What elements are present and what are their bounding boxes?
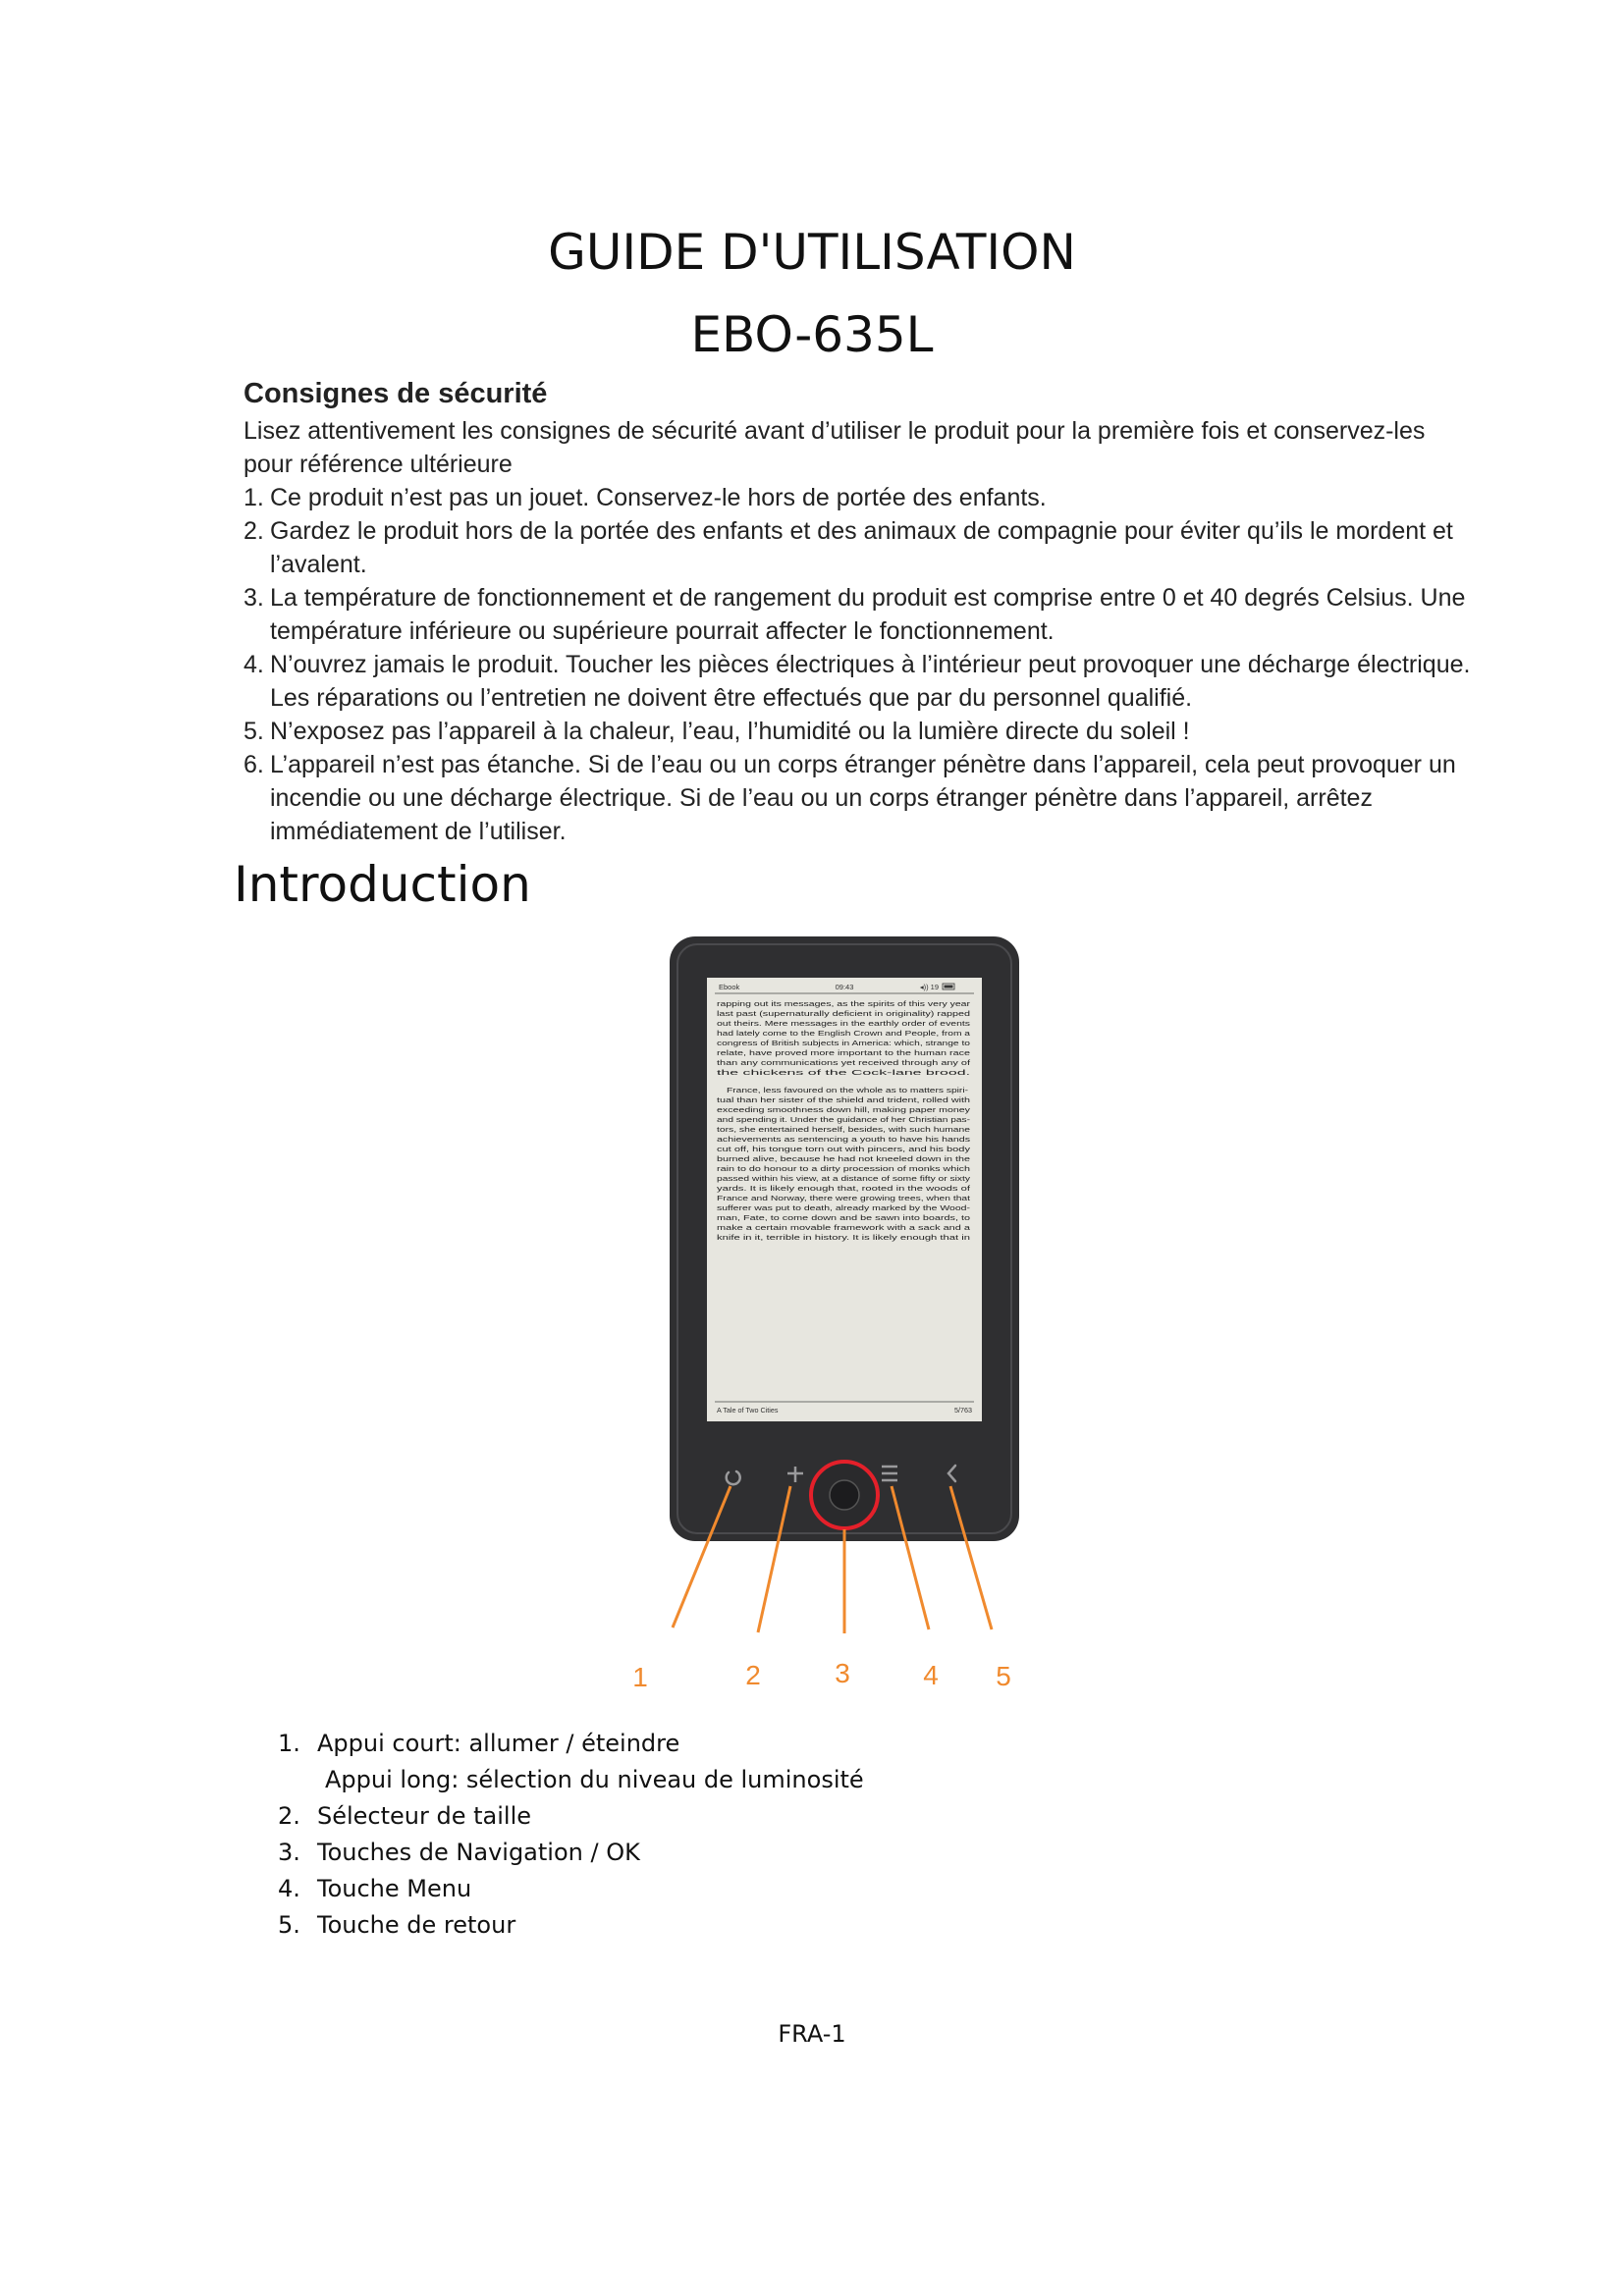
callout-label-1: 1 [632,1662,648,1692]
screen-text-line: man, Fate, to come down and be sawn into boards, to [717,1213,970,1222]
legend-item [278,1835,864,1871]
screen-text-line: rapping out its messages, as the spirits of this very year [717,999,971,1008]
screen-text-line: relate, have proved more important to the human race [717,1048,971,1057]
screen-text-line: France, less favoured on the whole as to matters spiri- [727,1086,969,1095]
legend-text: Touches de Navigation / OK [317,1839,640,1866]
legend-item [278,1798,864,1835]
screen-status-time: 09:43 [835,983,854,991]
screen-text-line: knife in it, terrible in history. It is likely enough that in [717,1233,970,1242]
page-number: FRA-1 [778,2020,846,2048]
screen-text-line: congress of British subjects in America: which, strange to [717,1039,970,1047]
callout-label-4: 4 [923,1660,939,1690]
legend-number: 4. [278,1875,300,1902]
legend-number: 3. [278,1839,300,1866]
safety-item [244,715,1471,748]
screen-text-line: passed within his view, at a distance of some fifty or sixty [717,1174,971,1183]
screen-reading-text [717,999,971,1242]
legend-number: 2. [278,1802,300,1830]
safety-item [244,514,1471,581]
safety-item [244,748,1471,848]
screen-text-line: rain to do honour to a dirty procession of monks which [717,1164,970,1173]
safety-item-number: 5. [244,718,264,745]
safety-item [244,648,1471,715]
screen-text-line: than any communications yet received through any of [717,1058,971,1067]
screen-text-line: tual than her sister of the shield and trident, rolled with [717,1095,970,1104]
screen-text-line: burned alive, because he had not kneeled down in the [717,1154,970,1163]
screen-text-line: sufferer was put to death, already marked by the Wood- [717,1203,971,1212]
screen-text-line: cut off, his tongue torn out with pincers, and his body [717,1145,971,1153]
legend-text: Appui long: sélection du niveau de luminosité [325,1766,864,1793]
legend-item [278,1907,864,1944]
introduction-heading: Introduction [234,856,531,913]
legend-number: 1. [278,1730,300,1757]
callout-label-3: 3 [835,1658,850,1688]
screen-text-line: make a certain movable framework with a sack and a [717,1223,970,1232]
callout-label-5: 5 [996,1661,1011,1691]
screen-status-right: ◂)) 19 [919,983,939,991]
legend-text: Sélecteur de taille [317,1802,532,1830]
nav-ok-icon[interactable] [811,1462,878,1528]
safety-item-text: N’ouvrez jamais le produit. Toucher les pièces électriques à l’intérieur peut provoquer une décharge électrique. Les réparations ou l’entretien ne doivent être effectués que par du personnel qualifié. [270,651,1471,712]
safety-item-text: N’exposez pas l’appareil à la chaleur, l’eau, l’humidité ou la lumière directe du soleil ! [270,718,1190,745]
screen-text-line: France and Norway, there were growing trees, when that [717,1194,970,1202]
legend-item [278,1871,864,1907]
screen-footer-title: A Tale of Two Cities [717,1406,779,1415]
screen-text-line: yards. It is likely enough that, rooted in the woods of [717,1184,970,1193]
safety-item-number: 3. [244,584,264,612]
safety-item-text: La température de fonctionnement et de rangement du produit est comprise entre 0 et 40 degrés Celsius. Une température inférieure ou supérieure pourrait affecter le fonctionnement. [270,584,1466,645]
safety-intro: Lisez attentivement les consignes de sécurité avant d’utiliser le produit pour la première fois et conservez-les pour référence ultérieure [244,417,1426,478]
document-title: GUIDE D'UTILISATION [548,224,1076,281]
screen-text-line: the chickens of the Cock-lane brood. [717,1068,970,1077]
legend-item [278,1726,864,1762]
safety-item [244,581,1471,648]
screen-text-line: and spending it. Under the guidance of her Christian pas- [717,1115,971,1124]
screen-text-line: out theirs. Mere messages in the earthly order of events [717,1019,971,1028]
legend-number: 5. [278,1911,300,1939]
legend-subitem [278,1762,864,1798]
screen-text-line: achievements as sentencing a youth to have his hands [717,1135,971,1144]
callout-label-2: 2 [745,1660,761,1690]
safety-heading: Consignes de sécurité [244,378,548,409]
safety-section [244,378,1471,848]
safety-item [244,481,1471,514]
safety-item-number: 1. [244,484,264,511]
safety-list [244,481,1471,848]
model-number: EBO-635L [690,306,934,363]
safety-item-text: L’appareil n’est pas étanche. Si de l’eau ou un corps étranger pénètre dans l’appareil, cela peut provoquer un incendie ou une décharge électrique. Si de l’eau ou un corps étranger pénètre dans l’appareil, arrêtez immédiatement de l’utiliser. [270,751,1456,845]
screen-footer-page: 5/763 [954,1406,972,1415]
ereader-illustration [569,931,1119,1716]
safety-item-number: 2. [244,517,264,545]
legend-text: Appui court: allumer / éteindre [317,1730,680,1757]
legend-text: Touche Menu [317,1875,472,1902]
safety-item-text: Ce produit n’est pas un jouet. Conservez-le hors de portée des enfants. [270,484,1047,511]
battery-level [945,986,953,988]
screen-text-line: had lately come to the English Crown and People, from a [717,1029,970,1038]
button-legend [278,1726,864,1944]
screen-status-left: Ebook [719,983,740,991]
safety-item-number: 4. [244,651,264,678]
screen-text-line: tors, she entertained herself, besides, with such humane [717,1125,970,1134]
screen-text-line: exceeding smoothness down hill, making paper money [717,1105,971,1114]
legend-text: Touche de retour [317,1911,516,1939]
screen-text-line: last past (supernaturally deficient in originality) rapped [717,1009,970,1018]
safety-item-number: 6. [244,751,264,778]
safety-item-text: Gardez le produit hors de la portée des enfants et des animaux de compagnie pour éviter qu’ils le mordent et l’avalent. [270,517,1453,578]
